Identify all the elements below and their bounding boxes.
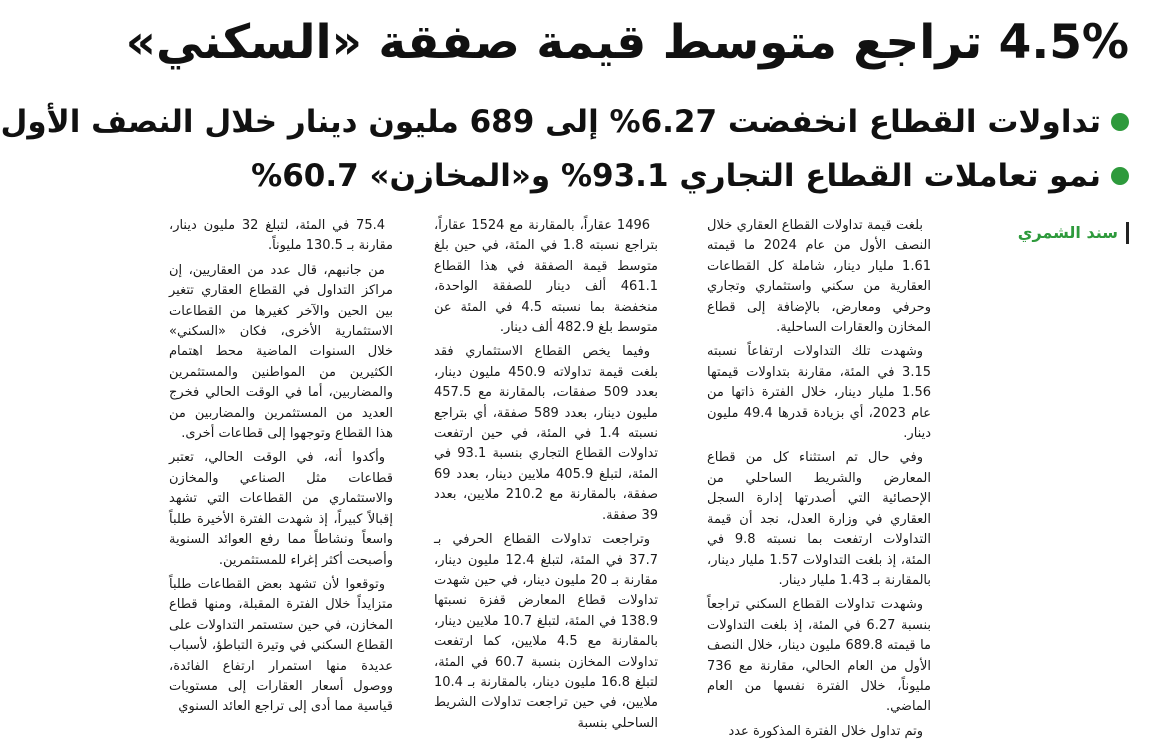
- paragraph: وتوقعوا لأن تشهد بعض القطاعات طلباً متزايداً خلال الفترة المقبلة، ومنها قطاع المخازن، في حين ستستمر التداولات على القطاع السكني في وتيرة التباطؤ، لأسباب عديدة منها استمرار ارتفاع الفائدة، ووصول أسعار العقارات إلى مستويات قياسية مما أدى إلى تراجع العائد السنوي: [169, 576, 393, 715]
- paragraph: وشهدت تداولات القطاع السكني تراجعاً بنسبة 6.27 في المئة، إذ بلغت التداولات ما قيمته 689.8 مليون دينار، خلال النصف الأول من العام الحالي، مقارنة مع 736 مليوناً، خلال الفترة نفسها من العام الماضي.: [707, 597, 931, 715]
- paragraph: وتراجعت تداولات القطاع الحرفي بـ 37.7 في المئة، لتبلغ 12.4 مليون دينار، مقارنة بـ 20 مليون دينار، في حين شهدت تداولات قطاع المعارض قفزة نسبتها 138.9 في المئة، لتبلغ 10.7 ملايين دينار، بالمقارنة مع 4.5 ملايين، كما ارتفعت تداولات المخازن بنسبة 60.7 في المئة، لتبلغ 16.8 مليون دينار، بالمقارنة بـ 10.4 ملايين، في حين تراجعت تداولات الشريط الساحلي بنسبة: [434, 532, 659, 731]
- paragraph: 75.4 في المئة، لتبلغ 32 مليون دينار، مقارنة بـ 130.5 مليوناً.: [169, 218, 393, 254]
- paragraph: وأكدوا أنه، في الوقت الحالي، تعتبر قطاعات مثل الصناعي والمخازن والاستثماري من القطاعات التي تشهد إقبالاً كبيراً، إذ شهدت الفترة الأخيرة طلباً واسعاً ونشاطاً مما رفع العوائد السنوية وأصبحت أكثر إغراء للمستثمرين.: [169, 450, 393, 568]
- paragraph: وتم تداول خلال الفترة المذكورة عدد: [728, 723, 923, 739]
- paragraph: وفي حال تم استثناء كل من قطاع المعارض والشريط الساحلي من الإحصائية التي أصدرتها إدارة السجل العقاري في وزارة العدل، نجد أن قيمة التداولات ارتفعت بما نسبته 9.8 في المئة، إذ بلغت التداولات 1.57 مليار دينار، بالمقارنة بـ 1.43 مليار دينار.: [707, 450, 932, 588]
- paragraph: وفيما يخص القطاع الاستثماري فقد بلغت قيمة تداولاته 450.9 مليون دينار، بعدد 509 صفقات، بالمقارنة مع 457.5 مليون دينار، بعدد 589 صفقة، أي بتراجع نسبته 1.4 في المئة، في حين ارتفعت تداولات القطاع التجاري بنسبة 93.1 في المئة، لتبلغ 405.9 ملايين دينار، بعدد 69 صفقة، بالمقارنة مع 210.2 ملايين، بعدد 39 صفقة.: [434, 344, 659, 523]
- green-bullet-icon: [1111, 113, 1129, 131]
- subheadline-1-text: تداولات القطاع انخفضت 6.27% إلى 689 مليون دينار خلال النصف الأول: [0, 104, 1101, 140]
- article-column-3: [169, 216, 393, 715]
- green-bullet-icon: [1111, 167, 1129, 185]
- paragraph: بلغت قيمة تداولات القطاع العقاري خلال النصف الأول من عام 2024 ما قيمته 1.61 مليار دينار، شاملة كل القطاعات العقارية من سكني واستثماري وتجاري وحرفي ومعارض، بالإضافة إلى قطاع المخازن والعقارات الساحلية.: [707, 218, 931, 336]
- subheadline-1: [0, 96, 1129, 148]
- author-byline: سند الشمري: [1018, 222, 1129, 244]
- subheadline-2: [169, 150, 1129, 202]
- article-column-2: [434, 216, 659, 731]
- paragraph: 1496 عقاراً، بالمقارنة مع 1524 عقاراً، بتراجع نسبته 1.8 في المئة، في حين بلغ متوسط قيمة الصفقة في هذا القطاع 461.1 ألف دينار للصفقة الواحدة، منخفضة بما نسبته 4.5 في المئة عن متوسط بلغ 482.9 ألف دينار.: [434, 218, 658, 336]
- article-column-1: [707, 216, 932, 739]
- article-headline: 4.5% تراجع متوسط قيمة صفقة «السكني»: [125, 15, 1129, 70]
- subheadline-2-text: نمو تعاملات القطاع التجاري 93.1% و«المخازن» 60.7%: [251, 158, 1101, 194]
- paragraph: من جانبهم، قال عدد من العقاريين، إن مراكز التداول في القطاع العقاري تتغير بين الحين والآخر كغيرها من القطاعات الاستثمارية الأخرى، فكان «السكني» خلال السنوات الماضية محط اهتمام الكثيرين من المواطنين والمستثمرين والمضاربين، أما في الوقت الحالي فخرج العديد من المستثمرين والمضاربين من هذا القطاع وتوجهوا إلى قطاعات أخرى.: [169, 262, 393, 442]
- paragraph: وشهدت تلك التداولات ارتفاعاً نسبته 3.15 في المئة، مقارنة بتداولات قيمتها 1.56 مليار دينار، خلال الفترة ذاتها من عام 2023، أي بزيادة قدرها 49.4 مليون دينار.: [707, 344, 931, 442]
